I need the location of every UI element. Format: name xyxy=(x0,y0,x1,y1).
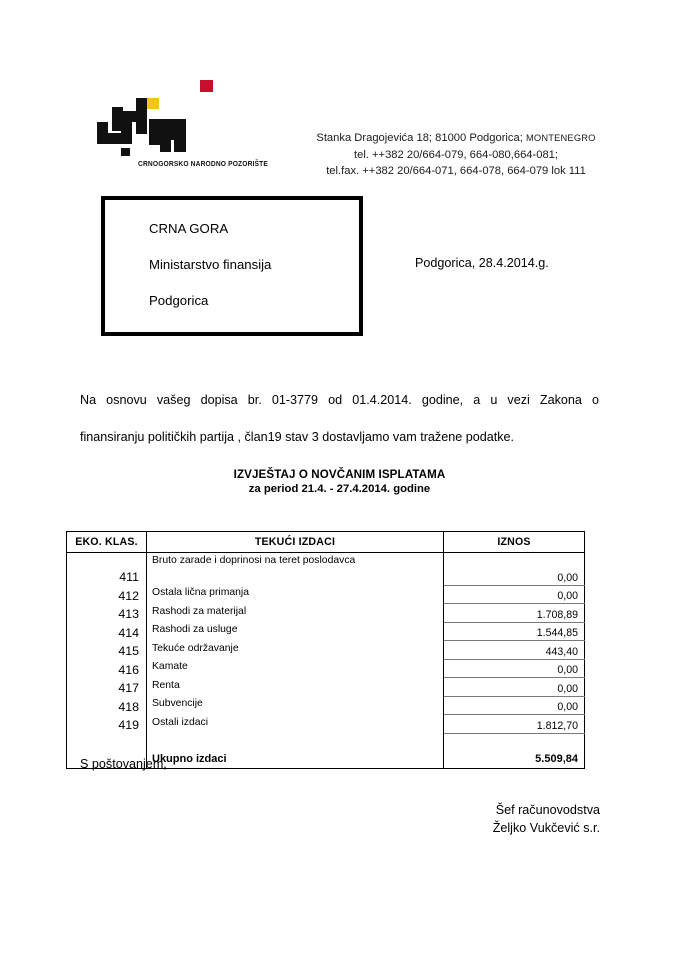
cell-description: Rashodi za materijal xyxy=(147,604,444,623)
contact-telfax: tel.fax. ++382 20/664-071, 664-078, 664-079 lok 111 xyxy=(326,165,586,177)
cell-code: 416 xyxy=(67,659,147,678)
cell-code: 411 xyxy=(67,553,147,586)
document-date: Podgorica, 28.4.2014.g. xyxy=(415,256,549,270)
contact-info xyxy=(284,130,628,180)
addressee-box xyxy=(101,196,363,336)
table-row xyxy=(67,553,585,586)
cell-code: 417 xyxy=(67,678,147,697)
cell-description: Kamate xyxy=(147,659,444,678)
report-title xyxy=(0,467,679,497)
cell-description: Bruto zarade i doprinosi na teret poslodavca xyxy=(147,553,444,586)
cell-amount: 0,00 xyxy=(444,678,585,697)
column-header-description: TEKUĆI IZDACI xyxy=(147,532,444,553)
table-header-row xyxy=(67,532,585,553)
cell-amount: 1.708,89 xyxy=(444,604,585,623)
cell-total-amount: 5.509,84 xyxy=(444,733,585,768)
table-row xyxy=(67,622,585,641)
report-title-main: IZVJEŠTAJ O NOVČANIM ISPLATAMA xyxy=(233,468,446,481)
cell-code: 414 xyxy=(67,622,147,641)
contact-tel: tel. ++382 20/664-079, 664-080,664-081; xyxy=(353,148,559,161)
table-row xyxy=(67,659,585,678)
cell-description: Tekuće održavanje xyxy=(147,641,444,660)
cell-code: 412 xyxy=(67,585,147,604)
table-row xyxy=(67,641,585,660)
column-header-amount: IZNOS xyxy=(444,532,585,553)
cell-amount: 0,00 xyxy=(444,585,585,604)
cell-amount: 0,00 xyxy=(444,659,585,678)
table-row xyxy=(67,585,585,604)
body-line-2: finansiranju političkih partija , član19 stav 3 dostavljamo vam tražene podatke. xyxy=(80,430,515,444)
addressee-line-city: Podgorica xyxy=(149,293,209,308)
table-row xyxy=(67,696,585,715)
cell-description: Subvencije xyxy=(147,696,444,715)
table-row xyxy=(67,604,585,623)
body-paragraph xyxy=(80,391,599,447)
cell-amount: 1.812,70 xyxy=(444,715,585,734)
addressee-lines xyxy=(149,220,353,309)
report-title-period: za period 21.4. - 27.4.2014. godine xyxy=(248,483,431,495)
table-row xyxy=(67,678,585,697)
cell-amount: 0,00 xyxy=(444,696,585,715)
cell-code: 415 xyxy=(67,641,147,660)
signature-name: Željko Vukčević s.r. xyxy=(492,821,600,835)
cell-amount: 0,00 xyxy=(444,553,585,586)
cell-description: Renta xyxy=(147,678,444,697)
cell-amount: 443,40 xyxy=(444,641,585,660)
expenses-table-body xyxy=(67,553,585,769)
cell-description: Ostali izdaci xyxy=(147,715,444,734)
expenses-table xyxy=(66,531,585,769)
cell-code: 419 xyxy=(67,715,147,734)
signature-title: Šef računovodstva xyxy=(495,803,600,817)
closing-salutation: S poštovanjem, xyxy=(80,757,167,771)
contact-address-text: Stanka Dragojevića 18; 81000 Podgorica; xyxy=(316,132,526,144)
cell-code: 413 xyxy=(67,604,147,623)
table-row xyxy=(67,715,585,734)
cnp-monogram-icon xyxy=(88,74,278,160)
cell-description: Ostala lična primanja xyxy=(147,585,444,604)
letterhead xyxy=(0,74,679,184)
signature-block xyxy=(0,801,600,837)
cell-total-label: Ukupno izdaci xyxy=(147,733,444,768)
column-header-code: EKO. KLAS. xyxy=(67,532,147,553)
cell-description: Rashodi za usluge xyxy=(147,622,444,641)
expenses-table-container xyxy=(66,531,584,769)
cell-amount: 1.544,85 xyxy=(444,622,585,641)
organization-logo xyxy=(88,74,278,180)
contact-address xyxy=(284,130,628,147)
logo-tagline: CRNOGORSKO NARODNO POZORIŠTE xyxy=(138,159,268,168)
addressee-line-country: CRNA GORA xyxy=(149,221,229,236)
cell-code: 418 xyxy=(67,696,147,715)
contact-country: MONTENEGRO xyxy=(525,133,596,143)
addressee-line-ministry: Ministarstvo finansija xyxy=(149,257,272,272)
body-line-1: Na osnovu vašeg dopisa br. 01-3779 od 01.4.2014. godine, a u vezi Zakona o xyxy=(80,393,599,407)
